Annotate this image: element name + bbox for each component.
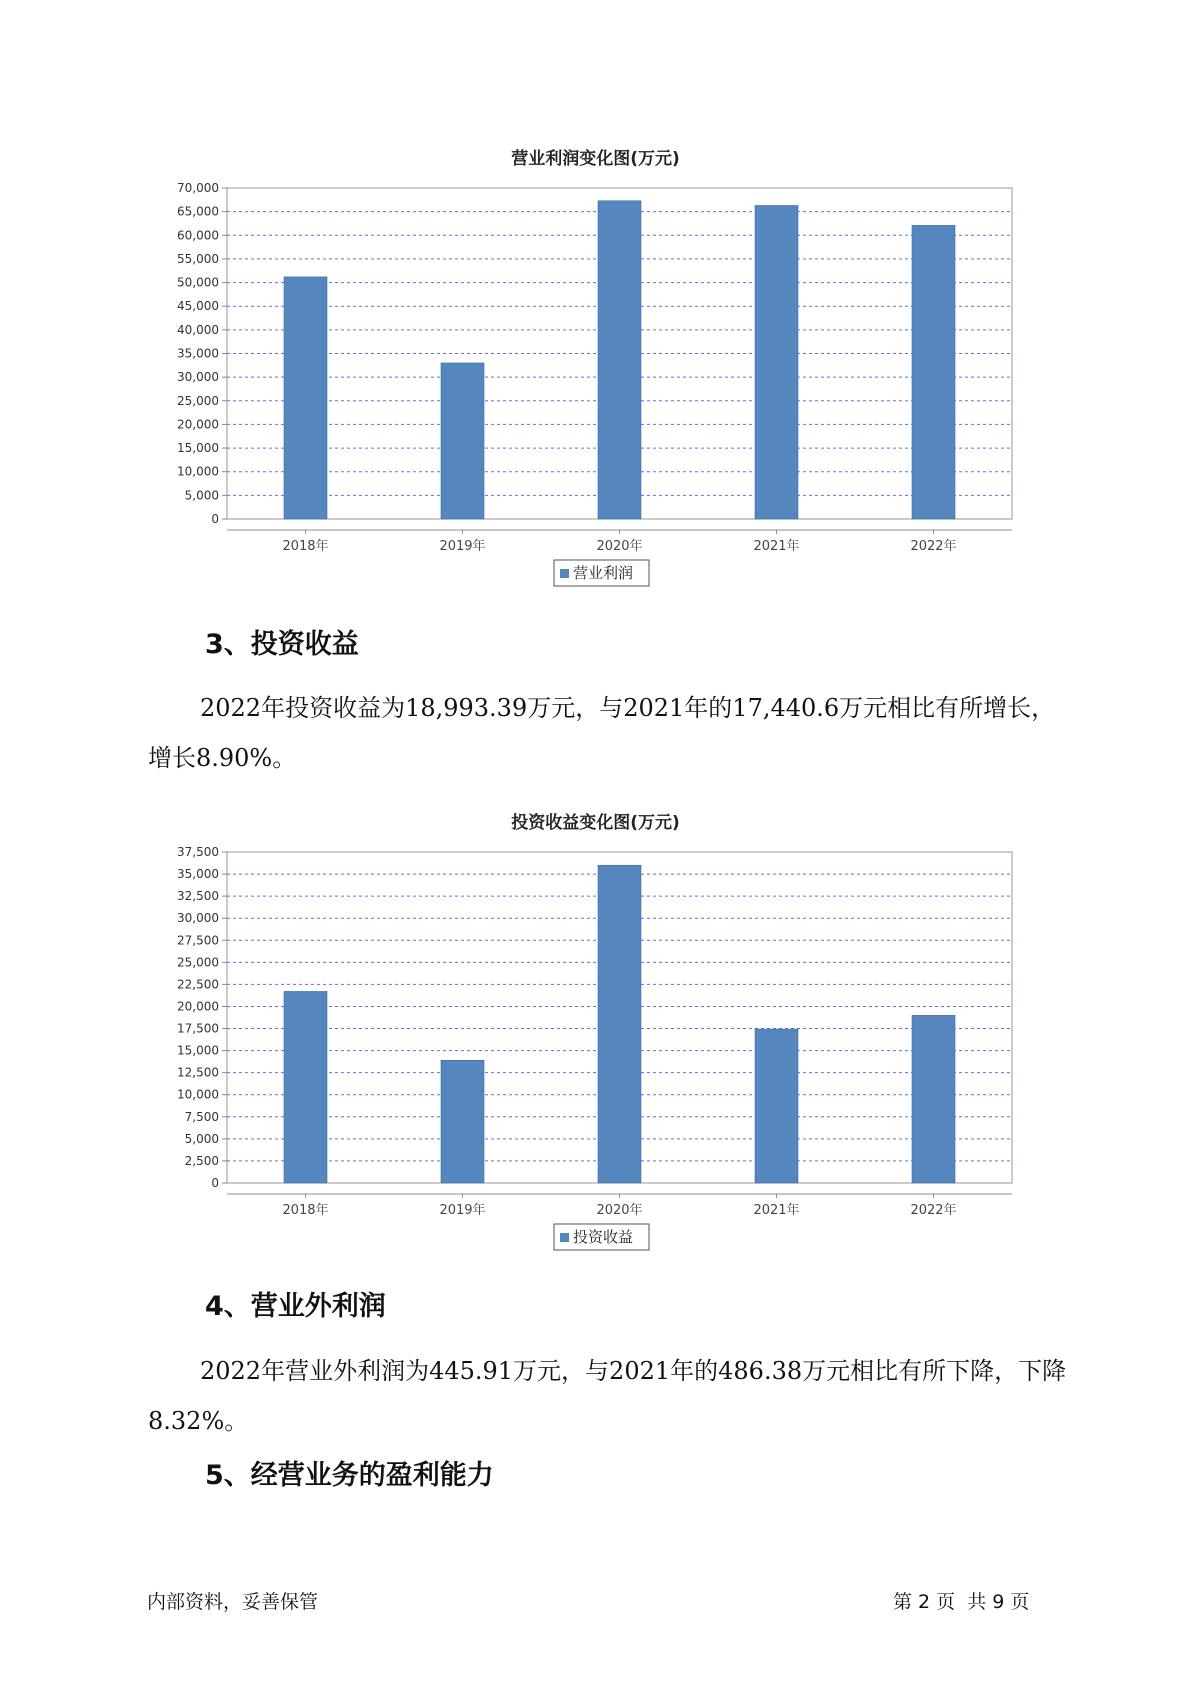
y-tick-label: 10,000 — [177, 464, 219, 479]
y-tick-label: 10,000 — [177, 1087, 219, 1102]
y-tick-label: 15,000 — [177, 1043, 219, 1058]
bar — [755, 1029, 798, 1183]
bar — [598, 201, 641, 519]
y-tick-label: 45,000 — [177, 299, 219, 314]
y-tick-label: 2,500 — [184, 1153, 219, 1168]
x-tick-label: 2020年 — [596, 1203, 643, 1218]
y-tick-label: 5,000 — [184, 488, 219, 503]
section-heading-non-operating-profit: 4、营业外利润 — [205, 1291, 386, 1322]
x-tick-label: 2022年 — [910, 1203, 957, 1218]
footer-confidential-note: 内部资料，妥善保管 — [147, 1591, 319, 1613]
bar — [598, 865, 641, 1183]
y-tick-label: 15,000 — [177, 441, 219, 456]
y-tick-label: 37,500 — [177, 845, 219, 859]
y-tick-label: 70,000 — [177, 181, 219, 195]
y-tick-label: 0 — [211, 512, 219, 526]
y-tick-label: 60,000 — [177, 228, 219, 243]
y-tick-label: 20,000 — [177, 999, 219, 1014]
footer-page-number: 第 2 页 共 9 页 — [893, 1591, 1030, 1613]
section-heading-investment-income: 3、投资收益 — [205, 629, 359, 660]
legend-label: 投资收益 — [573, 1228, 634, 1246]
y-tick-label: 50,000 — [177, 275, 219, 290]
legend-label: 营业利润 — [573, 564, 634, 582]
y-tick-label: 22,500 — [177, 977, 219, 992]
y-tick-label: 25,000 — [177, 955, 219, 970]
chart-title-operating-profit: 营业利润变化图(万元) — [511, 149, 680, 169]
bar — [441, 363, 484, 519]
bar — [912, 1015, 955, 1183]
bar — [441, 1060, 484, 1183]
bar — [755, 205, 798, 519]
x-tick-label: 2019年 — [439, 1203, 486, 1218]
x-tick-label: 2018年 — [282, 539, 329, 554]
y-tick-label: 25,000 — [177, 393, 219, 408]
bar — [912, 225, 955, 519]
y-tick-label: 12,500 — [177, 1065, 219, 1080]
chart-title-investment-income: 投资收益变化图(万元) — [511, 813, 680, 833]
y-tick-label: 30,000 — [177, 911, 219, 926]
y-tick-label: 35,000 — [177, 346, 219, 361]
x-tick-label: 2019年 — [439, 539, 486, 554]
y-tick-label: 0 — [211, 1176, 219, 1190]
chart-investment-income — [0, 834, 1191, 1254]
y-tick-label: 17,500 — [177, 1021, 219, 1036]
y-tick-label: 40,000 — [177, 322, 219, 337]
y-tick-label: 35,000 — [177, 867, 219, 882]
x-tick-label: 2022年 — [910, 539, 957, 554]
bar — [284, 277, 327, 519]
legend-swatch — [560, 1233, 569, 1242]
y-tick-label: 27,500 — [177, 933, 219, 948]
x-tick-label: 2020年 — [596, 539, 643, 554]
y-tick-label: 20,000 — [177, 417, 219, 432]
section-heading-operating-profitability: 5、经营业务的盈利能力 — [205, 1460, 494, 1491]
x-tick-label: 2021年 — [753, 1203, 800, 1218]
y-tick-label: 55,000 — [177, 251, 219, 266]
y-tick-label: 32,500 — [177, 889, 219, 904]
section-body-non-operating-profit: 2022年营业外利润为445.91万元，与2021年的486.38万元相比有所下降，下降8.32%。 — [148, 1357, 1067, 1435]
x-tick-label: 2021年 — [753, 539, 800, 554]
y-tick-label: 7,500 — [184, 1109, 219, 1124]
x-tick-label: 2018年 — [282, 1203, 329, 1218]
y-tick-label: 65,000 — [177, 204, 219, 219]
section-body-investment-income: 2022年投资收益为18,993.39万元，与2021年的17,440.6万元相比有所增长，增长8.90%。 — [148, 694, 1056, 772]
bar — [284, 991, 327, 1183]
y-tick-label: 5,000 — [184, 1131, 219, 1146]
chart-operating-profit — [0, 170, 1191, 590]
legend-swatch — [560, 569, 569, 578]
y-tick-label: 30,000 — [177, 370, 219, 385]
